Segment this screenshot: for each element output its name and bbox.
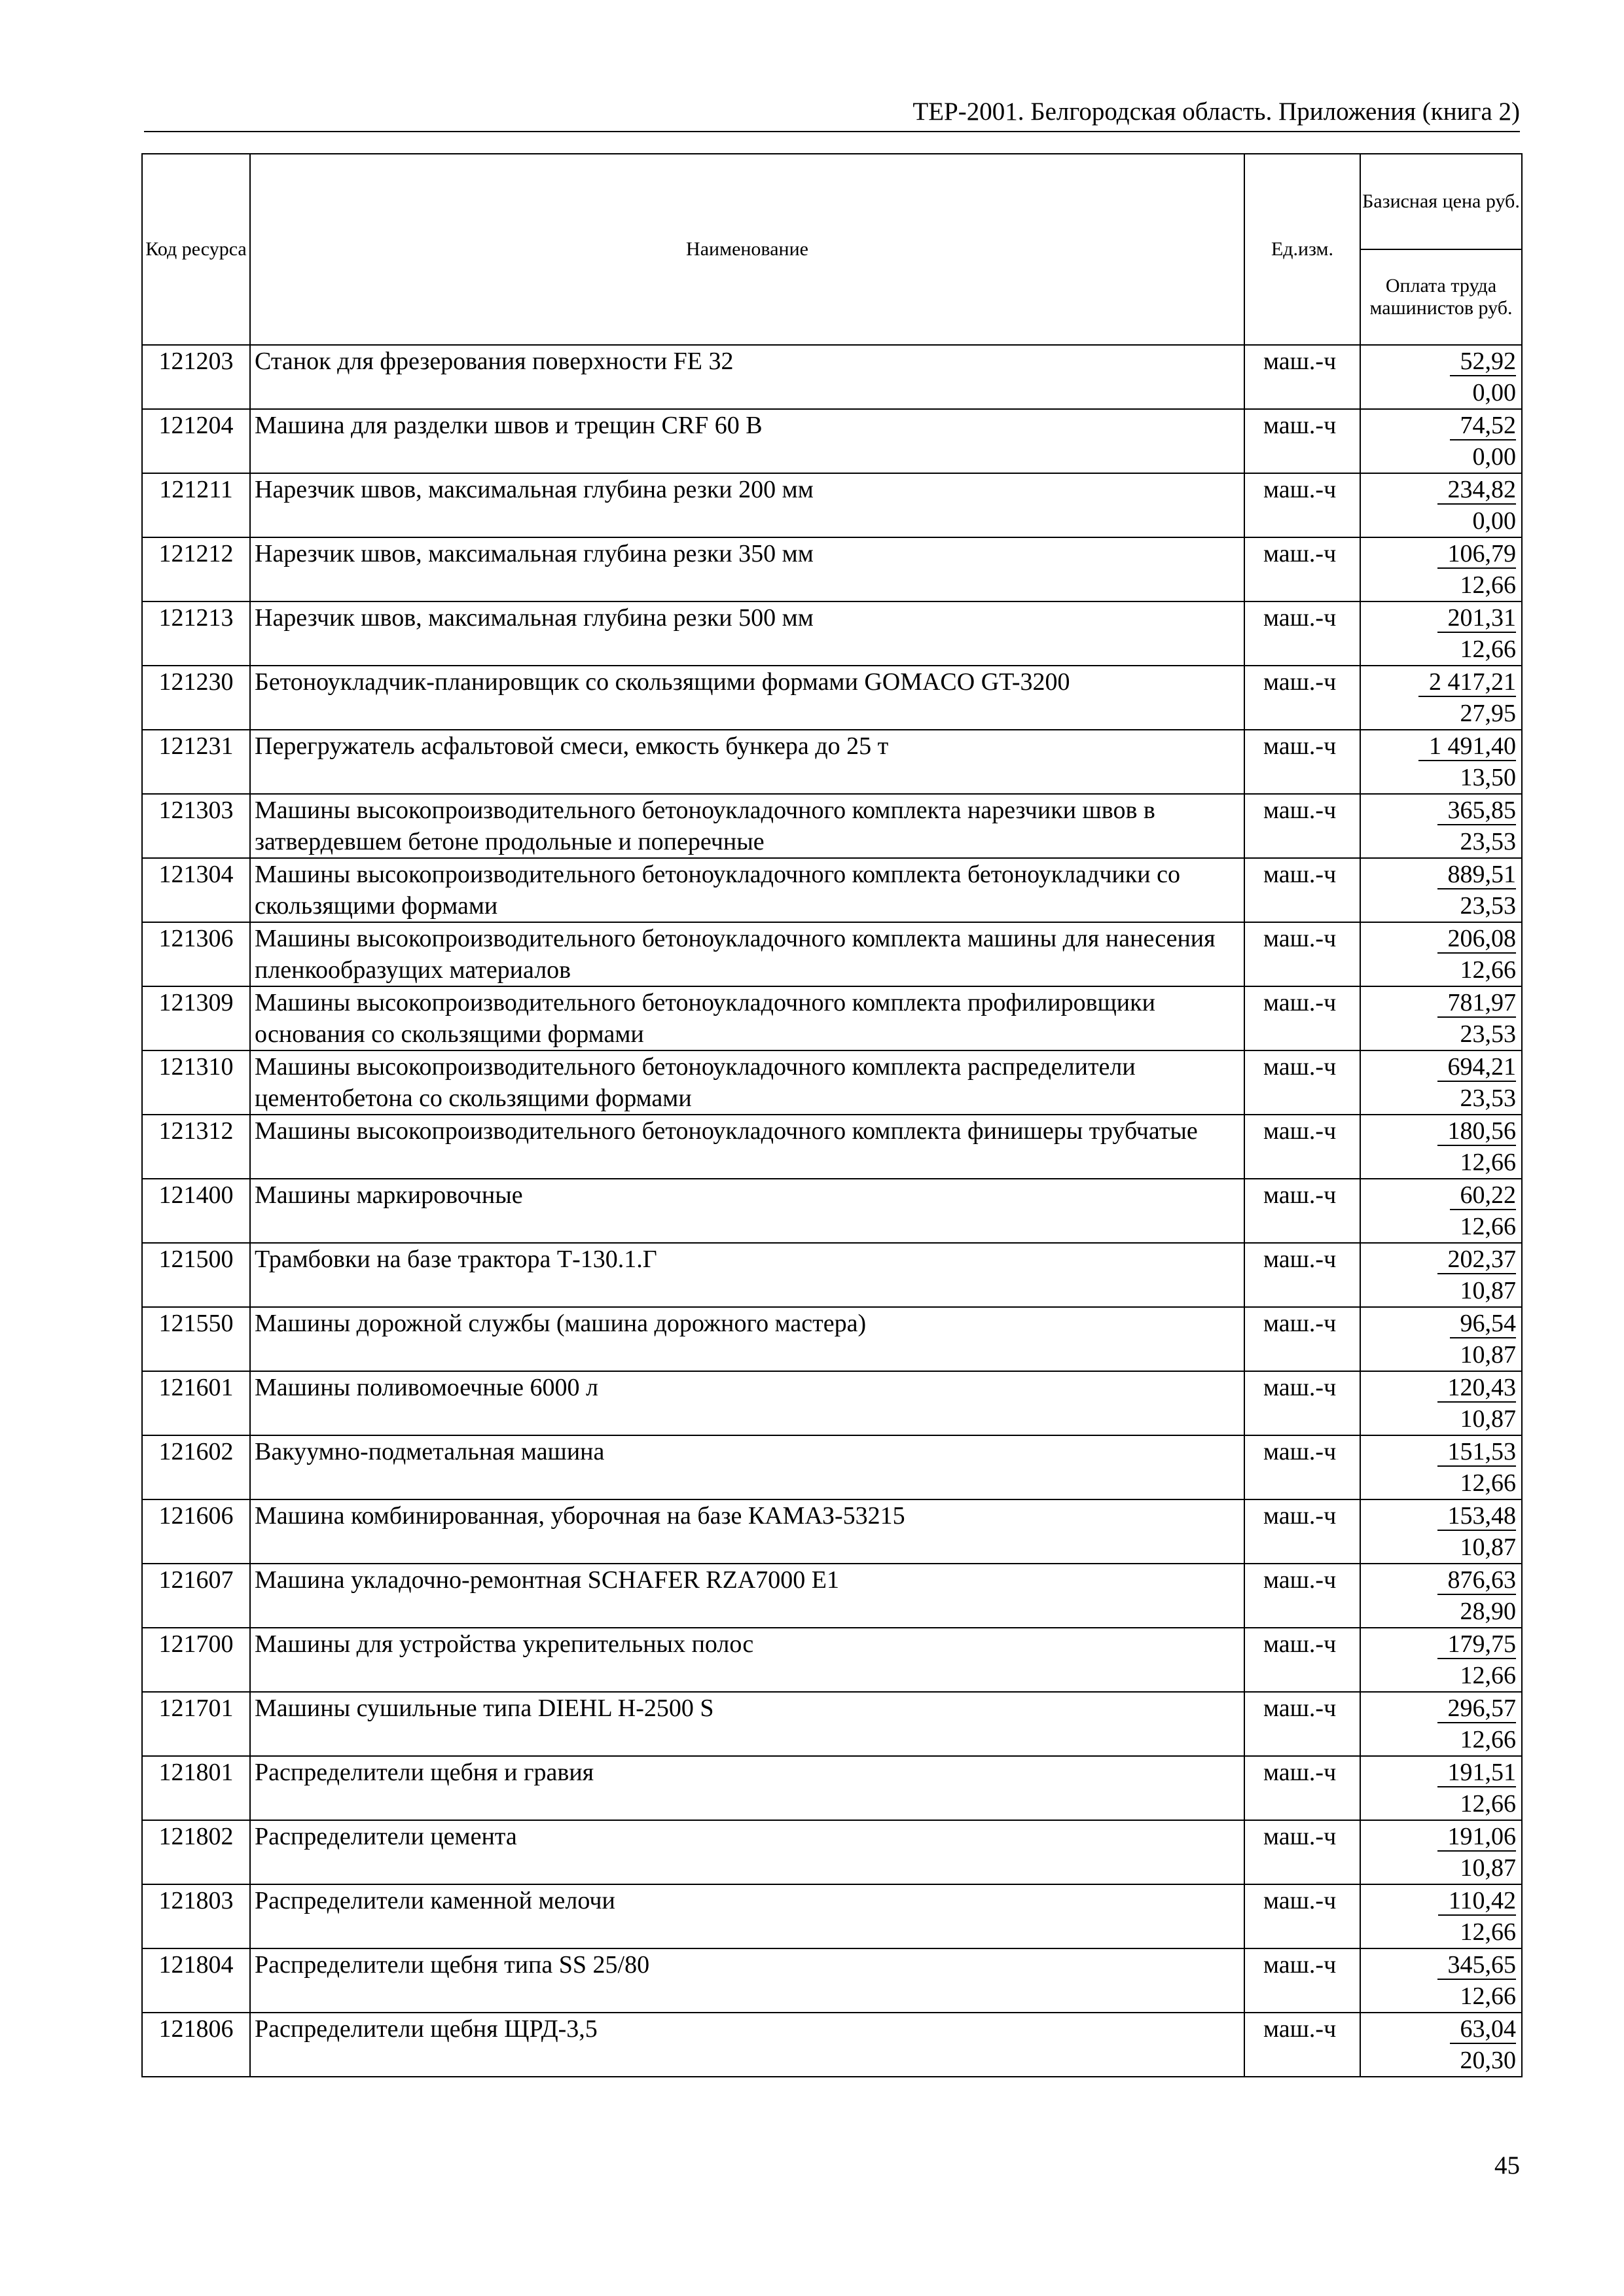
price-cell [1360,2013,1522,2077]
operator-pay: 0,00 [1472,379,1516,406]
resource-name: Распределители щебня ЩРД-3,5 [250,2013,1244,2077]
price-cell [1360,473,1522,537]
resource-name: Машины для устройства укрепительных полос [250,1628,1244,1692]
price-cell [1360,1499,1522,1564]
base-price: 694,21 [1437,1053,1517,1082]
resource-code: 121602 [142,1435,250,1499]
resource-code: 121606 [142,1499,250,1564]
table-row [142,1371,1522,1435]
price-cell [1360,537,1522,601]
running-header: ТЕР-2001. Белгородская область. Приложения (книга 2) [144,96,1520,132]
header-unit: Ед.изм. [1244,154,1360,345]
operator-pay: 12,66 [1460,1726,1516,1753]
unit-of-measure: маш.-ч [1244,794,1360,858]
base-price: 52,92 [1450,348,1517,376]
resource-code: 121400 [142,1179,250,1243]
operator-pay: 23,53 [1460,1085,1516,1112]
operator-pay: 10,87 [1460,1854,1516,1882]
operator-pay: 12,66 [1460,1982,1516,2010]
operator-pay: 12,66 [1460,1918,1516,1946]
unit-of-measure: маш.-ч [1244,1307,1360,1371]
price-cell [1360,1115,1522,1179]
resource-code: 121801 [142,1756,250,1820]
base-price: 153,48 [1437,1502,1517,1531]
operator-pay: 10,87 [1460,1341,1516,1369]
resource-code: 121212 [142,537,250,601]
table-body [142,345,1522,2077]
resource-name: Распределители щебня типа SS 25/80 [250,1948,1244,2013]
unit-of-measure: маш.-ч [1244,409,1360,473]
table-row [142,986,1522,1050]
unit-of-measure: маш.-ч [1244,1820,1360,1884]
base-price: 110,42 [1438,1887,1516,1916]
resource-code: 121550 [142,1307,250,1371]
price-cell [1360,1179,1522,1243]
unit-of-measure: маш.-ч [1244,1756,1360,1820]
header-code: Код ресурса [142,154,250,345]
base-price: 202,37 [1437,1246,1517,1274]
table-row [142,794,1522,858]
unit-of-measure: маш.-ч [1244,601,1360,666]
resource-code: 121701 [142,1692,250,1756]
resource-code: 121211 [142,473,250,537]
base-price: 151,53 [1437,1438,1517,1467]
operator-pay: 12,66 [1460,636,1516,663]
operator-pay: 23,53 [1460,1020,1516,1048]
resource-name: Трамбовки на базе трактора Т-130.1.Г [250,1243,1244,1307]
base-price: 179,75 [1437,1630,1517,1659]
price-cell [1360,986,1522,1050]
table-row [142,1499,1522,1564]
unit-of-measure: маш.-ч [1244,730,1360,794]
base-price: 63,04 [1450,2015,1517,2044]
operator-pay: 12,66 [1460,956,1516,984]
resource-code: 121312 [142,1115,250,1179]
price-cell [1360,1050,1522,1115]
resource-name: Машины высокопроизводительного бетоноукладочного комплекта профилировщики основания со скользящими формами [250,986,1244,1050]
base-price: 180,56 [1437,1117,1517,1146]
base-price: 781,97 [1437,989,1517,1018]
base-price: 201,31 [1437,604,1517,633]
table-row [142,1307,1522,1371]
operator-pay: 10,87 [1460,1405,1516,1433]
resource-name: Машина для разделки швов и трещин CRF 60 B [250,409,1244,473]
resource-name: Нарезчик швов, максимальная глубина резки 200 мм [250,473,1244,537]
operator-pay: 0,00 [1472,507,1516,535]
operator-pay: 23,53 [1460,892,1516,920]
resource-code: 121231 [142,730,250,794]
base-price: 191,51 [1437,1759,1517,1787]
resource-name: Перегружатель асфальтовой смеси, емкость бункера до 25 т [250,730,1244,794]
table-row [142,1435,1522,1499]
base-price: 96,54 [1450,1310,1517,1338]
table-row [142,409,1522,473]
base-price: 1 491,40 [1418,732,1516,761]
table-row [142,537,1522,601]
price-cell [1360,922,1522,986]
price-cell [1360,345,1522,409]
price-cell [1360,794,1522,858]
resource-name: Машины высокопроизводительного бетоноукладочного комплекта машины для нанесения пленкообразущих материалов [250,922,1244,986]
operator-pay: 27,95 [1460,700,1516,727]
resource-name: Машины маркировочные [250,1179,1244,1243]
base-price: 206,08 [1437,925,1517,954]
resource-name: Машина укладочно-ремонтная SCHAFER RZA7000 E1 [250,1564,1244,1628]
resource-code: 121802 [142,1820,250,1884]
table-row [142,2013,1522,2077]
resource-name: Бетоноукладчик-планировщик со скользящими формами GOMACO GT-3200 [250,666,1244,730]
resource-name: Машины сушильные типа DIEHL H-2500 S [250,1692,1244,1756]
base-price: 120,43 [1437,1374,1517,1403]
header-base-price: Базисная цена руб. [1360,154,1522,249]
table-row [142,1179,1522,1243]
operator-pay: 20,30 [1460,2047,1516,2074]
page-number: 45 [1494,2151,1520,2179]
resource-name: Машины высокопроизводительного бетоноукладочного комплекта нарезчики швов в затвердевшем бетоне продольные и поперечные [250,794,1244,858]
resource-code: 121601 [142,1371,250,1435]
base-price: 345,65 [1437,1951,1517,1980]
unit-of-measure: маш.-ч [1244,2013,1360,2077]
resource-name: Распределители щебня и гравия [250,1756,1244,1820]
operator-pay: 12,66 [1460,571,1516,599]
table-row [142,1692,1522,1756]
price-cell [1360,601,1522,666]
price-cell [1360,409,1522,473]
price-cell [1360,666,1522,730]
operator-pay: 12,66 [1460,1469,1516,1497]
table-row [142,922,1522,986]
table-row [142,1884,1522,1948]
base-price: 191,06 [1437,1823,1517,1852]
unit-of-measure: маш.-ч [1244,473,1360,537]
resource-code: 121700 [142,1628,250,1692]
table-row [142,1820,1522,1884]
operator-pay: 10,87 [1460,1277,1516,1304]
table-row [142,473,1522,537]
resource-code: 121806 [142,2013,250,2077]
header-name: Наименование [250,154,1244,345]
resource-name: Распределители каменной мелочи [250,1884,1244,1948]
base-price: 365,85 [1437,797,1517,825]
price-cell [1360,858,1522,922]
table-row [142,1628,1522,1692]
table-row [142,601,1522,666]
base-price: 60,22 [1450,1181,1517,1210]
resource-name: Нарезчик швов, максимальная глубина резки 350 мм [250,537,1244,601]
unit-of-measure: маш.-ч [1244,1499,1360,1564]
resource-name: Распределители цемента [250,1820,1244,1884]
table-row [142,730,1522,794]
table-row [142,666,1522,730]
operator-pay: 12,66 [1460,1213,1516,1240]
unit-of-measure: маш.-ч [1244,1692,1360,1756]
unit-of-measure: маш.-ч [1244,666,1360,730]
resource-code: 121304 [142,858,250,922]
resource-code: 121306 [142,922,250,986]
resource-name: Вакуумно-подметальная машина [250,1435,1244,1499]
resource-code: 121213 [142,601,250,666]
unit-of-measure: маш.-ч [1244,922,1360,986]
resource-name: Машины высокопроизводительного бетоноукладочного комплекта бетоноукладчики со скользящими формами [250,858,1244,922]
price-cell [1360,1692,1522,1756]
header-operator-pay: Оплата труда машинистов руб. [1360,249,1522,345]
base-price: 106,79 [1437,540,1517,569]
table-row [142,1756,1522,1820]
resource-name: Машина комбинированная, уборочная на базе КАМАЗ-53215 [250,1499,1244,1564]
price-cell [1360,1820,1522,1884]
base-price: 2 417,21 [1418,668,1516,697]
unit-of-measure: маш.-ч [1244,1050,1360,1115]
price-cell [1360,1307,1522,1371]
resource-code: 121230 [142,666,250,730]
price-cell [1360,1628,1522,1692]
table-row [142,1564,1522,1628]
table-header [142,154,1522,345]
price-cell [1360,730,1522,794]
resource-name: Нарезчик швов, максимальная глубина резки 500 мм [250,601,1244,666]
base-price: 876,63 [1437,1566,1517,1595]
unit-of-measure: маш.-ч [1244,1115,1360,1179]
unit-of-measure: маш.-ч [1244,1435,1360,1499]
resource-code: 121310 [142,1050,250,1115]
unit-of-measure: маш.-ч [1244,1884,1360,1948]
operator-pay: 12,66 [1460,1662,1516,1689]
operator-pay: 10,87 [1460,1534,1516,1561]
resource-name: Станок для фрезерования поверхности FE 32 [250,345,1244,409]
resource-code: 121204 [142,409,250,473]
table-row [142,858,1522,922]
resource-code: 121803 [142,1884,250,1948]
unit-of-measure: маш.-ч [1244,1179,1360,1243]
operator-pay: 0,00 [1472,443,1516,471]
operator-pay: 23,53 [1460,828,1516,855]
base-price: 234,82 [1437,476,1517,505]
price-cell [1360,1948,1522,2013]
table-row [142,1948,1522,2013]
unit-of-measure: маш.-ч [1244,345,1360,409]
table-row [142,345,1522,409]
base-price: 74,52 [1450,412,1517,440]
resource-code: 121500 [142,1243,250,1307]
operator-pay: 13,50 [1460,764,1516,791]
resource-code: 121203 [142,345,250,409]
resource-price-table [141,153,1523,2077]
unit-of-measure: маш.-ч [1244,986,1360,1050]
base-price: 296,57 [1437,1695,1517,1723]
operator-pay: 12,66 [1460,1149,1516,1176]
unit-of-measure: маш.-ч [1244,1371,1360,1435]
table-row [142,1243,1522,1307]
table-row [142,1050,1522,1115]
unit-of-measure: маш.-ч [1244,858,1360,922]
table-row [142,1115,1522,1179]
resource-code: 121804 [142,1948,250,2013]
price-cell [1360,1435,1522,1499]
unit-of-measure: маш.-ч [1244,1564,1360,1628]
price-cell [1360,1243,1522,1307]
operator-pay: 12,66 [1460,1790,1516,1818]
resource-code: 121303 [142,794,250,858]
unit-of-measure: маш.-ч [1244,1948,1360,2013]
resource-name: Машины высокопроизводительного бетоноукладочного комплекта финишеры трубчатые [250,1115,1244,1179]
price-cell [1360,1371,1522,1435]
unit-of-measure: маш.-ч [1244,537,1360,601]
resource-name: Машины высокопроизводительного бетоноукладочного комплекта распределители цементобетона со скользящими формами [250,1050,1244,1115]
resource-name: Машины поливомоечные 6000 л [250,1371,1244,1435]
unit-of-measure: маш.-ч [1244,1628,1360,1692]
price-cell [1360,1564,1522,1628]
unit-of-measure: маш.-ч [1244,1243,1360,1307]
price-cell [1360,1756,1522,1820]
operator-pay: 28,90 [1460,1598,1516,1625]
resource-code: 121607 [142,1564,250,1628]
price-cell [1360,1884,1522,1948]
resource-name: Машины дорожной службы (машина дорожного мастера) [250,1307,1244,1371]
base-price: 889,51 [1437,861,1517,889]
resource-code: 121309 [142,986,250,1050]
